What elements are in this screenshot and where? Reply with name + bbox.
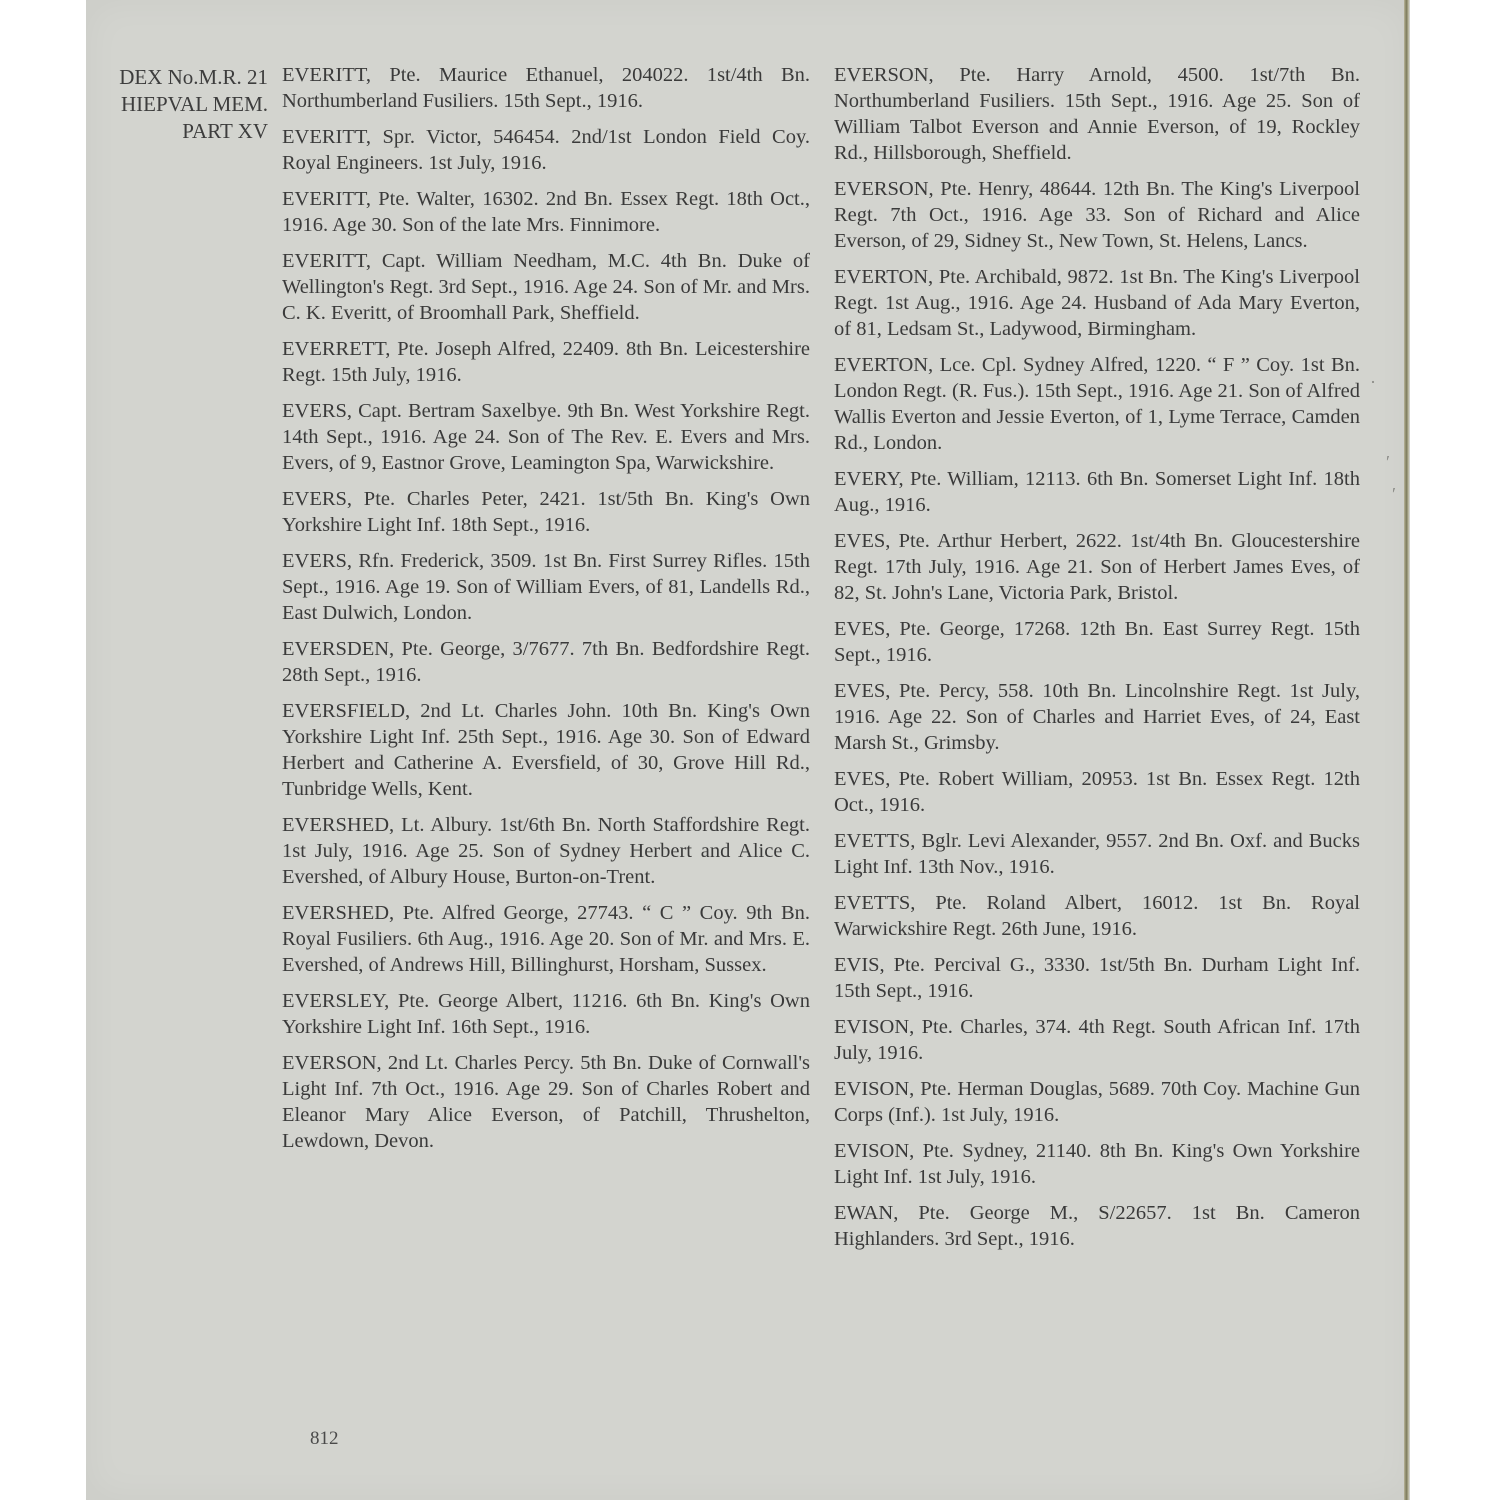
paper-speck: ′ [1392, 484, 1396, 504]
entry: EVERSLEY, Pte. George Albert, 11216. 6th Bn. King's Own Yorkshire Light Inf. 16th Sept., 1916. [282, 990, 810, 1038]
entry: EVES, Pte. George, 17268. 12th Bn. East Surrey Regt. 15th Sept., 1916. [834, 618, 1360, 666]
entry: EVERTON, Pte. Archibald, 9872. 1st Bn. The King's Liverpool Regt. 1st Aug., 1916. Age 24. Husband of Ada Mary Everton, of 81, Ledsam St., Ladywood, Birmingham. [834, 266, 1360, 340]
entry: EVERSFIELD, 2nd Lt. Charles John. 10th Bn. King's Own Yorkshire Light Inf. 25th Sept., 1916. Age 30. Son of Edward Herbert and Catherine A. Eversfield, of 30, Grove Hill Rd., Tunbridge Wells, Kent. [282, 700, 810, 800]
entry: EVES, Pte. Robert William, 20953. 1st Bn. Essex Regt. 12th Oct., 1916. [834, 768, 1360, 816]
margin-reference-memorial: HIEPVAL MEM. [120, 92, 268, 116]
margin-reference-index: DEX No.M.R. 21 [119, 65, 268, 89]
margin-reference [86, 64, 268, 145]
left-column [282, 62, 810, 1164]
entry: EVERSON, Pte. Henry, 48644. 12th Bn. The King's Liverpool Regt. 7th Oct., 1916. Age 33. Son of Richard and Alice Everson, of 29, Sidney St., New Town, St. Helens, Lancs. [834, 178, 1360, 252]
entry: EVETTS, Bglr. Levi Alexander, 9557. 2nd Bn. Oxf. and Bucks Light Inf. 13th Nov., 1916. [834, 830, 1360, 878]
entry: EVERSDEN, Pte. George, 3/7677. 7th Bn. Bedfordshire Regt. 28th Sept., 1916. [282, 638, 810, 686]
paper-speck: ′ [1386, 452, 1390, 472]
entry: EVISON, Pte. Herman Douglas, 5689. 70th Coy. Machine Gun Corps (Inf.). 1st July, 1916. [834, 1078, 1360, 1126]
page-edge [1404, 0, 1409, 1500]
entry: EVERS, Pte. Charles Peter, 2421. 1st/5th Bn. King's Own Yorkshire Light Inf. 18th Sept., 1916. [282, 488, 810, 536]
entry: EVERSON, Pte. Harry Arnold, 4500. 1st/7th Bn. Northumberland Fusiliers. 15th Sept., 1916. Age 25. Son of William Talbot Everson and Annie Everson, of 19, Rockley Rd., Hillsborough, Sheffield. [834, 64, 1360, 164]
margin-reference-part: PART XV [182, 119, 268, 143]
entry: EVES, Pte. Percy, 558. 10th Bn. Lincolnshire Regt. 1st July, 1916. Age 22. Son of Charles and Harriet Eves, of 24, East Marsh St., Grimsby. [834, 680, 1360, 754]
entry: EVERTON, Lce. Cpl. Sydney Alfred, 1220. “ F ” Coy. 1st Bn. London Regt. (R. Fus.). 15th Sept., 1916. Age 21. Son of Alfred Wallis Everton and Jessie Everton, of 1, Lyme Terrace, Camden Rd., London. [834, 354, 1360, 454]
entry: EVETTS, Pte. Roland Albert, 16012. 1st Bn. Royal Warwickshire Regt. 26th June, 1916. [834, 892, 1360, 940]
entry: EVERS, Capt. Bertram Saxelbye. 9th Bn. West Yorkshire Regt. 14th Sept., 1916. Age 24. Son of The Rev. E. Evers and Mrs. Evers, of 9, Eastnor Grove, Leamington Spa, Warwickshire. [282, 400, 810, 474]
entry: EVERITT, Capt. William Needham, M.C. 4th Bn. Duke of Wellington's Regt. 3rd Sept., 1916. Age 24. Son of Mr. and Mrs. C. K. Everitt, of Broomhall Park, Sheffield. [282, 250, 810, 324]
entry: EVERSON, 2nd Lt. Charles Percy. 5th Bn. Duke of Cornwall's Light Inf. 7th Oct., 1916. Age 29. Son of Charles Robert and Eleanor Mary Alice Everson, of Patchill, Thrushelton, Lewdown, Devon. [282, 1052, 810, 1152]
entry: EVERY, Pte. William, 12113. 6th Bn. Somerset Light Inf. 18th Aug., 1916. [834, 468, 1360, 516]
entry: EWAN, Pte. George M., S/22657. 1st Bn. Cameron Highlanders. 3rd Sept., 1916. [834, 1202, 1360, 1250]
entry: EVERITT, Spr. Victor, 546454. 2nd/1st London Field Coy. Royal Engineers. 1st July, 1916. [282, 126, 810, 174]
entry: EVES, Pte. Arthur Herbert, 2622. 1st/4th Bn. Gloucestershire Regt. 17th July, 1916. Age 21. Son of Herbert James Eves, of 82, St. John's Lane, Victoria Park, Bristol. [834, 530, 1360, 604]
entry: EVERRETT, Pte. Joseph Alfred, 22409. 8th Bn. Leicestershire Regt. 15th July, 1916. [282, 338, 810, 386]
right-column [834, 62, 1360, 1262]
entry: EVERITT, Pte. Walter, 16302. 2nd Bn. Essex Regt. 18th Oct., 1916. Age 30. Son of the late Mrs. Finnimore. [282, 188, 810, 236]
entry: EVIS, Pte. Percival G., 3330. 1st/5th Bn. Durham Light Inf. 15th Sept., 1916. [834, 954, 1360, 1002]
entry: EVERSHED, Pte. Alfred George, 27743. “ C ” Coy. 9th Bn. Royal Fusiliers. 6th Aug., 1916. Age 20. Son of Mr. and Mrs. E. Evershed, of Andrews Hill, Billinghurst, Horsham, Sussex. [282, 902, 810, 976]
page-number: 812 [310, 1428, 339, 1449]
entry: EVERS, Rfn. Frederick, 3509. 1st Bn. First Surrey Rifles. 15th Sept., 1916. Age 19. Son of William Evers, of 81, Landells Rd., East Dulwich, London. [282, 550, 810, 624]
entry: EVISON, Pte. Sydney, 21140. 8th Bn. King's Own Yorkshire Light Inf. 1st July, 1916. [834, 1140, 1360, 1188]
entry: EVISON, Pte. Charles, 374. 4th Regt. South African Inf. 17th July, 1916. [834, 1016, 1360, 1064]
entry: EVERSHED, Lt. Albury. 1st/6th Bn. North Staffordshire Regt. 1st July, 1916. Age 25. Son of Sydney Herbert and Alice C. Evershed, of Albury House, Burton-on-Trent. [282, 814, 810, 888]
paper-speck: · [1370, 372, 1376, 392]
entry: EVERITT, Pte. Maurice Ethanuel, 204022. 1st/4th Bn. Northumberland Fusiliers. 15th Sept., 1916. [282, 64, 810, 112]
